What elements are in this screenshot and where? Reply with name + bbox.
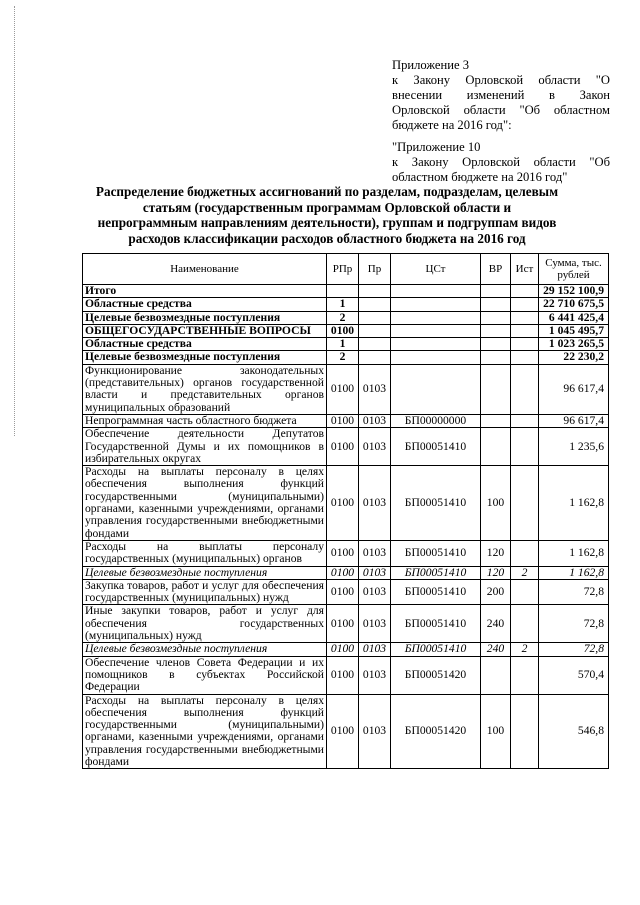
cell-ist — [511, 285, 539, 298]
cell-pr: 0103 — [359, 466, 391, 541]
cell-sum: 22 230,2 — [539, 351, 609, 364]
cell-name: Закупка товаров, работ и услуг для обеспечения государственных (муниципальных) нужд — [83, 579, 327, 605]
header-name: Наименование — [83, 254, 327, 285]
cell-cst — [391, 285, 481, 298]
cell-vr — [481, 311, 511, 324]
cell-rpr: 0100 — [327, 414, 359, 427]
cell-ist — [511, 298, 539, 311]
cell-rpr: 0100 — [327, 466, 359, 541]
cell-vr — [481, 324, 511, 337]
cell-pr: 0103 — [359, 414, 391, 427]
cell-sum: 1 235,6 — [539, 428, 609, 466]
cell-vr: 100 — [481, 466, 511, 541]
cell-name: Итого — [83, 285, 327, 298]
cell-pr: 0103 — [359, 566, 391, 579]
cell-cst: БП00051420 — [391, 656, 481, 694]
cell-name: Целевые безвозмездные поступления — [83, 566, 327, 579]
cell-rpr: 1 — [327, 298, 359, 311]
appendix-note-2 — [392, 140, 610, 185]
table-row — [83, 324, 609, 337]
cell-sum: 1 162,8 — [539, 540, 609, 566]
table-row — [83, 298, 609, 311]
cell-rpr: 0100 — [327, 540, 359, 566]
header-vr: ВР — [481, 254, 511, 285]
cell-rpr: 2 — [327, 351, 359, 364]
cell-rpr: 0100 — [327, 694, 359, 769]
appendix-line: бюджете на 2016 год": — [392, 118, 512, 132]
table-row — [83, 540, 609, 566]
cell-cst: БП00051410 — [391, 466, 481, 541]
cell-vr: 100 — [481, 694, 511, 769]
cell-sum: 29 152 100,9 — [539, 285, 609, 298]
cell-sum: 570,4 — [539, 656, 609, 694]
cell-sum: 72,8 — [539, 605, 609, 643]
document-title — [92, 184, 562, 246]
header-cst: ЦСт — [391, 254, 481, 285]
cell-ist — [511, 311, 539, 324]
cell-cst: БП00051420 — [391, 694, 481, 769]
cell-sum: 1 045 495,7 — [539, 324, 609, 337]
cell-pr: 0103 — [359, 579, 391, 605]
title-line: непрограммным направлениям деятельности), группам и подгруппам видов — [97, 215, 557, 231]
cell-name: Обеспечение деятельности Депутатов Государственной Думы и их помощников в избирательных округах — [83, 428, 327, 466]
cell-rpr: 2 — [327, 311, 359, 324]
cell-rpr: 0100 — [327, 428, 359, 466]
cell-sum: 6 441 425,4 — [539, 311, 609, 324]
cell-rpr: 0100 — [327, 656, 359, 694]
cell-ist — [511, 414, 539, 427]
cell-rpr: 0100 — [327, 643, 359, 656]
appendix-line: внесении изменений в Закон — [392, 88, 610, 102]
table-row — [83, 311, 609, 324]
header-pr: Пр — [359, 254, 391, 285]
cell-vr: 200 — [481, 579, 511, 605]
title-line: расходов классификации расходов областного бюджета на 2016 год — [128, 230, 526, 246]
cell-ist — [511, 428, 539, 466]
table-row — [83, 566, 609, 579]
cell-vr — [481, 364, 511, 414]
header-sum: Сумма, тыс. рублей — [539, 254, 609, 285]
cell-rpr: 0100 — [327, 605, 359, 643]
cell-vr — [481, 338, 511, 351]
cell-name: Обеспечение членов Совета Федерации и их помощников в субъектах Российской Федерации — [83, 656, 327, 694]
header-ist: Ист — [511, 254, 539, 285]
cell-ist — [511, 694, 539, 769]
table-row — [83, 414, 609, 427]
cell-cst — [391, 338, 481, 351]
cell-sum: 96 617,4 — [539, 414, 609, 427]
budget-table — [82, 253, 609, 769]
cell-ist: 2 — [511, 566, 539, 579]
cell-cst — [391, 298, 481, 311]
cell-name: Целевые безвозмездные поступления — [83, 643, 327, 656]
cell-sum: 1 023 265,5 — [539, 338, 609, 351]
cell-pr — [359, 324, 391, 337]
cell-vr — [481, 656, 511, 694]
cell-sum: 72,8 — [539, 643, 609, 656]
cell-cst: БП00051410 — [391, 605, 481, 643]
cell-name: Целевые безвозмездные поступления — [83, 311, 327, 324]
cell-vr: 240 — [481, 605, 511, 643]
cell-vr: 120 — [481, 540, 511, 566]
cell-name: Областные средства — [83, 298, 327, 311]
table-row — [83, 285, 609, 298]
appendix-line: "Приложение 10 — [392, 140, 481, 154]
cell-rpr: 0100 — [327, 579, 359, 605]
cell-pr: 0103 — [359, 364, 391, 414]
scan-edge-artifact — [14, 6, 18, 436]
cell-name: Расходы на выплаты персоналу государственных (муниципальных) органов — [83, 540, 327, 566]
cell-pr: 0103 — [359, 656, 391, 694]
appendix-line: к Закону Орловской области "Об — [392, 155, 610, 169]
cell-rpr: 0100 — [327, 364, 359, 414]
cell-pr: 0103 — [359, 643, 391, 656]
cell-name: Целевые безвозмездные поступления — [83, 351, 327, 364]
cell-sum: 546,8 — [539, 694, 609, 769]
cell-cst: БП00051410 — [391, 428, 481, 466]
cell-ist — [511, 324, 539, 337]
cell-name: Иные закупки товаров, работ и услуг для обеспечения государственных (муниципальных) нужд — [83, 605, 327, 643]
appendix-note — [392, 58, 610, 133]
cell-ist — [511, 351, 539, 364]
cell-vr — [481, 428, 511, 466]
appendix-line: Приложение 3 — [392, 58, 470, 72]
cell-sum: 1 162,8 — [539, 466, 609, 541]
appendix-line: областном бюджете на 2016 год" — [392, 170, 568, 184]
cell-name: ОБЩЕГОСУДАРСТВЕННЫЕ ВОПРОСЫ — [83, 324, 327, 337]
cell-name: Расходы на выплаты персоналу в целях обеспечения выполнения функций государственными (муниципальными) органами, казенными учреждениями, органами управления государственными внебюджетными фондами — [83, 466, 327, 541]
cell-vr — [481, 298, 511, 311]
cell-cst: БП00051410 — [391, 579, 481, 605]
table-row — [83, 605, 609, 643]
cell-ist: 2 — [511, 643, 539, 656]
cell-pr — [359, 338, 391, 351]
cell-pr: 0103 — [359, 694, 391, 769]
table-row — [83, 351, 609, 364]
cell-pr — [359, 351, 391, 364]
table-row — [83, 428, 609, 466]
title-line: Распределение бюджетных ассигнований по разделам, подразделам, целевым — [95, 184, 559, 199]
cell-ist — [511, 466, 539, 541]
cell-ist — [511, 540, 539, 566]
cell-name: Расходы на выплаты персоналу в целях обеспечения выполнения функций государственными (муниципальными) органами, казенными учреждениями, органами управления государственными внебюджетными фондами — [83, 694, 327, 769]
cell-cst: БП00051410 — [391, 643, 481, 656]
cell-cst — [391, 351, 481, 364]
cell-sum: 22 710 675,5 — [539, 298, 609, 311]
table-row — [83, 338, 609, 351]
cell-sum: 96 617,4 — [539, 364, 609, 414]
table-row — [83, 643, 609, 656]
table-row — [83, 466, 609, 541]
cell-ist — [511, 605, 539, 643]
cell-cst: БП00000000 — [391, 414, 481, 427]
cell-cst: БП00051410 — [391, 540, 481, 566]
appendix-line: к Закону Орловской области "О — [392, 73, 610, 87]
cell-cst — [391, 324, 481, 337]
header-rpr: РПр — [327, 254, 359, 285]
table-row — [83, 694, 609, 769]
cell-ist — [511, 338, 539, 351]
cell-pr: 0103 — [359, 605, 391, 643]
cell-vr: 120 — [481, 566, 511, 579]
cell-rpr: 0100 — [327, 566, 359, 579]
cell-pr — [359, 298, 391, 311]
cell-vr — [481, 285, 511, 298]
cell-pr — [359, 311, 391, 324]
cell-vr: 240 — [481, 643, 511, 656]
appendix-line: Орловской области "Об областном — [392, 103, 610, 117]
cell-cst — [391, 311, 481, 324]
cell-rpr: 1 — [327, 338, 359, 351]
cell-pr: 0103 — [359, 540, 391, 566]
cell-vr — [481, 351, 511, 364]
cell-cst — [391, 364, 481, 414]
table-header-row — [83, 254, 609, 285]
cell-pr: 0103 — [359, 428, 391, 466]
cell-ist — [511, 364, 539, 414]
cell-ist — [511, 579, 539, 605]
cell-ist — [511, 656, 539, 694]
table-row — [83, 579, 609, 605]
cell-rpr — [327, 285, 359, 298]
cell-pr — [359, 285, 391, 298]
cell-name: Непрограммная часть областного бюджета — [83, 414, 327, 427]
cell-name: Областные средства — [83, 338, 327, 351]
title-line: статьям (государственным программам Орловской области и — [142, 199, 512, 215]
cell-cst: БП00051410 — [391, 566, 481, 579]
cell-name: Функционирование законодательных (представительных) органов государственной власти и представительных органов муниципальных образований — [83, 364, 327, 414]
cell-vr — [481, 414, 511, 427]
cell-sum: 1 162,8 — [539, 566, 609, 579]
cell-rpr: 0100 — [327, 324, 359, 337]
cell-sum: 72,8 — [539, 579, 609, 605]
table-row — [83, 656, 609, 694]
table-row — [83, 364, 609, 414]
